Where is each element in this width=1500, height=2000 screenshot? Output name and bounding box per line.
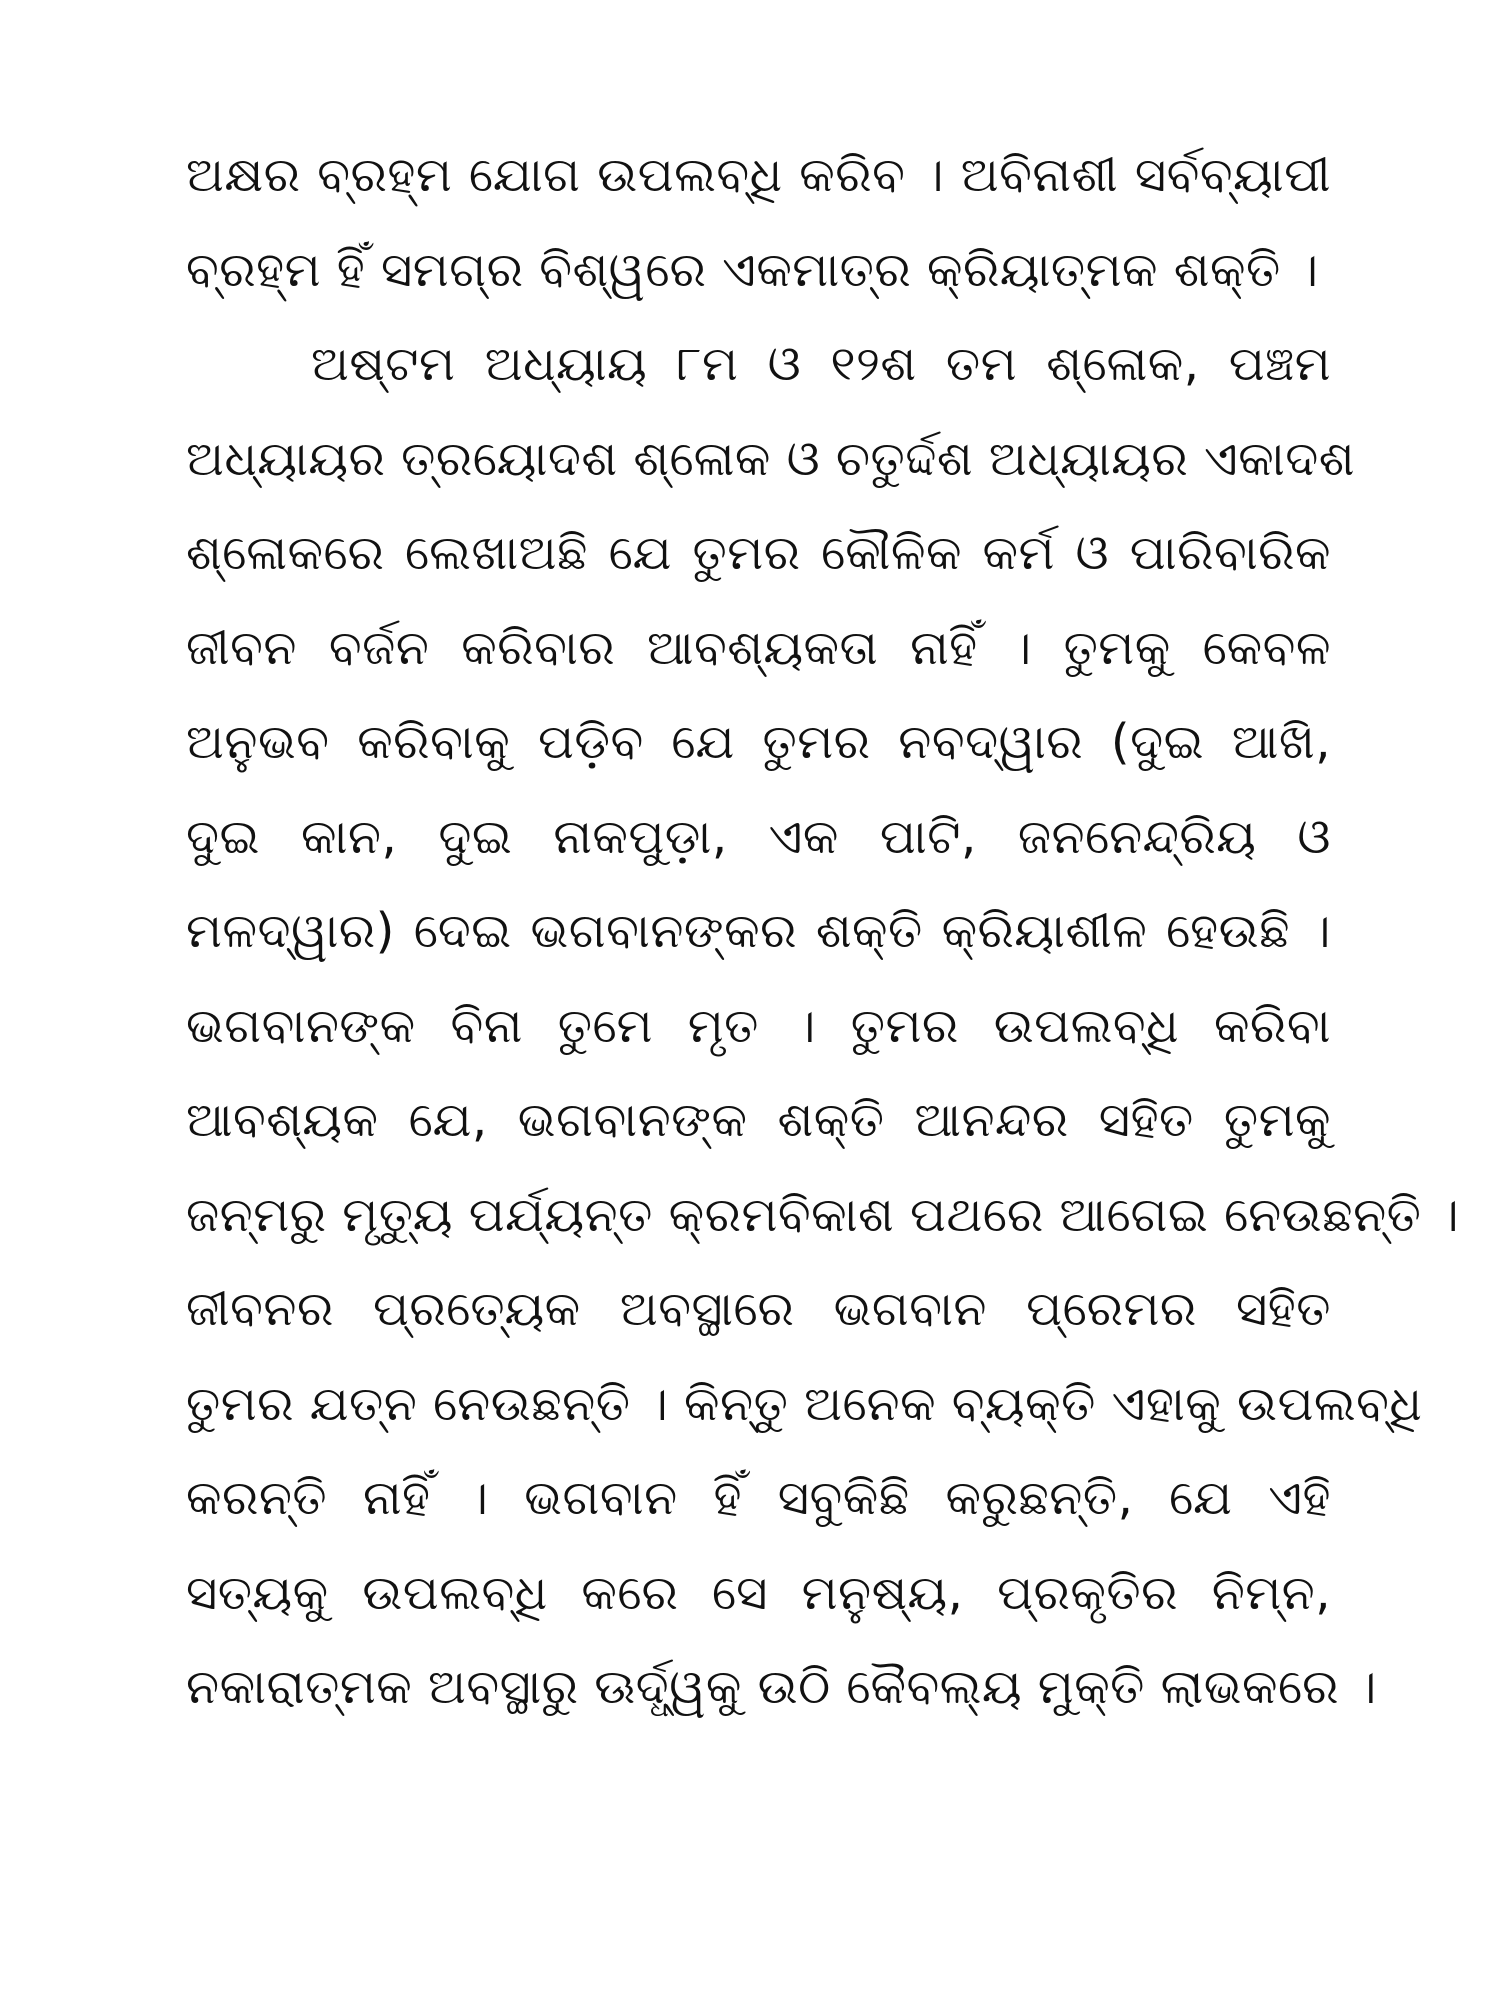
text-line-4: ଅଧ୍ୟାୟର ତ୍ରୟୋଦଶ ଶ୍ଳୋକ ଓ ଚତୁର୍ଦ୍ଦଶ ଅଧ୍ୟାୟର ଏକାଦଶ (186, 430, 1355, 487)
text-line-11: ଆବଶ୍ୟକ ଯେ, ଭଗବାନଙ୍କ ଶକ୍ତି ଆନନ୍ଦର ସହିତ ତୁମକୁ (186, 1092, 1331, 1148)
text-line-9: ମଳଦ୍ୱାର) ଦେଇ ଭଗବାନଙ୍କର ଶକ୍ତି କ୍ରିୟାଶୀଳ ହେଉଛି । (186, 903, 1331, 959)
body-text (186, 128, 1460, 1735)
text-line-10: ଭଗବାନଙ୍କ ବିନା ତୁମେ ମୃତ । ତୁମର ଉପଲବ୍ଧି କରିବା (186, 997, 1331, 1054)
text-line-13: ଜୀବନର ପ୍ରତ୍ୟେକ ଅବସ୍ଥାରେ ଭଗବାନ ପ୍ରେମର ସହିତ (186, 1281, 1331, 1337)
text-line-12: ଜନ୍ମରୁ ମୃତ୍ୟୁ ପର୍ଯ୍ୟନ୍ତ କ୍ରମବିକାଶ ପଥରେ ଆଗେଇ ନେଉଛନ୍ତି । (186, 1186, 1460, 1243)
text-line-2: ବ୍ରହ୍ମ ହିଁ ସମଗ୍ର ବିଶ୍ୱରେ ଏକମାତ୍ର କ୍ରିୟାତ୍ମକ ଶକ୍ତି । (186, 241, 1319, 298)
text-line-3: ଅଷ୍ଟମ ଅଧ୍ୟାୟ ୮ମ ଓ ୧୨ଶ ତମ ଶ୍ଳୋକ, ପଞ୍ଚମ (311, 336, 1331, 392)
text-line-16: ସତ୍ୟକୁ ଉପଲବ୍ଧି କରେ ସେ ମନୁଷ୍ୟ, ପ୍ରକୃତିର ନିମ୍ନ, (186, 1564, 1331, 1621)
text-line-6: ଜୀବନ ବର୍ଜନ କରିବାର ଆବଶ୍ୟକତା ନାହିଁ । ତୁମକୁ କେବଳ (186, 619, 1331, 676)
text-line-1: ଅକ୍ଷର ବ୍ରହ୍ମ ଯୋଗ ଉପଲବ୍ଧି କରିବ । ଅବିନାଶୀ ସର୍ବବ୍ୟାପୀ (186, 147, 1331, 203)
text-line-8: ଦୁଇ କାନ, ଦୁଇ ନାକପୁଡ଼ା, ଏକ ପାଟି, ଜନନେନ୍ଦ୍ରିୟ ଓ (186, 808, 1331, 865)
text-line-5: ଶ୍ଳୋକରେ ଲେଖାଅଛି ଯେ ତୁମର କୌଳିକ କର୍ମ ଓ ପାରିବାରିକ (186, 525, 1331, 581)
text-line-17: ନକାରାତ୍ମକ ଅବସ୍ଥାରୁ ଊର୍ଦ୍ଧ୍ୱକୁ ଉଠି କୈବଲ୍ୟ ମୁକ୍ତି ଲାଭକରେ । (186, 1659, 1377, 1715)
text-line-15: କରନ୍ତି ନାହିଁ । ଭଗବାନ ହିଁ ସବୁକିଛି କରୁଛନ୍ତି, ଯେ ଏହି (186, 1470, 1331, 1526)
text-line-7: ଅନୁଭବ କରିବାକୁ ପଡ଼ିବ ଯେ ତୁମର ନବଦ୍ୱାର (ଦୁଇ ଆଖି, (186, 714, 1331, 770)
text-line-14: ତୁମର ଯତ୍ନ ନେଉଛନ୍ତି । କିନ୍ତୁ ଅନେକ ବ୍ୟକ୍ତି ଏହାକୁ ଉପଲବ୍ଧି (186, 1375, 1423, 1432)
